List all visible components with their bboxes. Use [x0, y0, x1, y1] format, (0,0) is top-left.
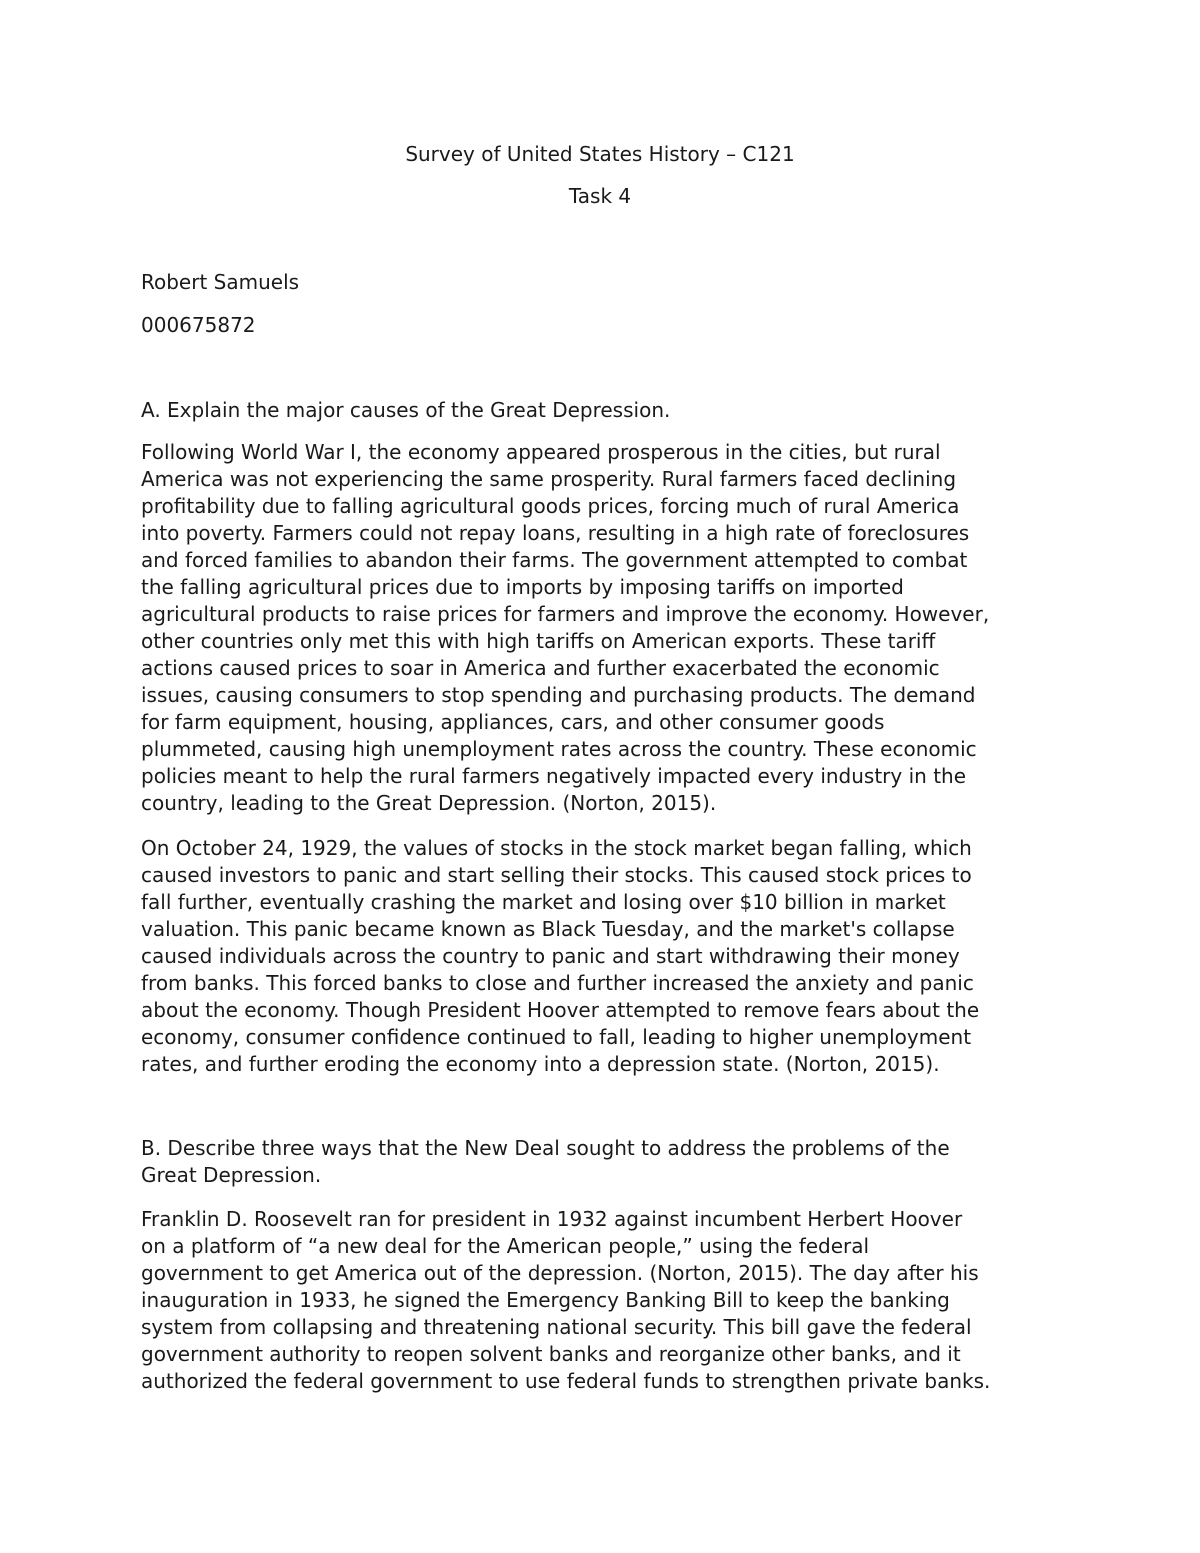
- student-id: 000675872: [141, 313, 256, 337]
- text-line: about the economy. Though President Hoover attempted to remove fears about the: [141, 998, 980, 1022]
- text-line: valuation. This panic became known as Black Tuesday, and the market's collapse: [141, 917, 955, 941]
- text-line: system from collapsing and threatening national security. This bill gave the federal: [141, 1315, 972, 1339]
- text-line: On October 24, 1929, the values of stocks in the stock market began falling, which: [141, 836, 972, 860]
- text-line: for farm equipment, housing, appliances, cars, and other consumer goods: [141, 710, 885, 734]
- text-line: policies meant to help the rural farmers negatively impacted every industry in the: [141, 764, 967, 788]
- text-line: issues, causing consumers to stop spending and purchasing products. The demand: [141, 683, 976, 707]
- text-line: the falling agricultural prices due to imports by imposing tariffs on imported: [141, 575, 904, 599]
- course-title: Survey of United States History – C121: [405, 142, 795, 166]
- section-a-paragraph-2: [141, 835, 1066, 1078]
- text-line: economy, consumer confidence continued to fall, leading to higher unemployment: [141, 1025, 972, 1049]
- text-line: and forced families to abandon their farms. The government attempted to combat: [141, 548, 968, 572]
- text-line: fall further, eventually crashing the market and losing over $10 billion in market: [141, 890, 946, 914]
- text-line: country, leading to the Great Depression. (Norton, 2015).: [141, 791, 717, 815]
- text-line: caused investors to panic and start selling their stocks. This caused stock prices to: [141, 863, 972, 887]
- text-line: America was not experiencing the same prosperity. Rural farmers faced declining: [141, 467, 957, 491]
- section-a-prompt: A. Explain the major causes of the Great Depression.: [141, 398, 671, 422]
- text-line: caused individuals across the country to panic and start withdrawing their money: [141, 944, 960, 968]
- text-line: profitability due to falling agricultural goods prices, forcing much of rural America: [141, 494, 960, 518]
- text-line: into poverty. Farmers could not repay loans, resulting in a high rate of foreclosures: [141, 521, 970, 545]
- text-line: plummeted, causing high unemployment rates across the country. These economic: [141, 737, 977, 761]
- text-line: agricultural products to raise prices for farmers and improve the economy. However,: [141, 602, 990, 626]
- text-line: inauguration in 1933, he signed the Emergency Banking Bill to keep the banking: [141, 1288, 950, 1312]
- text-line: other countries only met this with high tariffs on American exports. These tariff: [141, 629, 936, 653]
- author-name: Robert Samuels: [141, 270, 300, 294]
- text-line: actions caused prices to soar in America and further exacerbated the economic: [141, 656, 940, 680]
- text-line: government to get America out of the depression. (Norton, 2015). The day after his: [141, 1261, 979, 1285]
- text-line: rates, and further eroding the economy into a depression state. (Norton, 2015).: [141, 1052, 940, 1076]
- text-line: Franklin D. Roosevelt ran for president in 1932 against incumbent Herbert Hoover: [141, 1207, 963, 1231]
- text-line: Following World War I, the economy appeared prosperous in the cities, but rural: [141, 440, 941, 464]
- text-line: Great Depression.: [141, 1163, 322, 1187]
- text-line: authorized the federal government to use federal funds to strengthen private banks.: [141, 1369, 991, 1393]
- section-a-paragraph-1: [141, 439, 1066, 817]
- text-line: B. Describe three ways that the New Deal sought to address the problems of the: [141, 1136, 950, 1160]
- task-label: Task 4: [568, 184, 632, 208]
- text-line: on a platform of “a new deal for the American people,” using the federal: [141, 1234, 870, 1258]
- text-line: government authority to reopen solvent banks and reorganize other banks, and it: [141, 1342, 961, 1366]
- section-b-paragraph-1: [141, 1206, 1066, 1395]
- section-b-prompt: [141, 1135, 1066, 1189]
- text-line: from banks. This forced banks to close and further increased the anxiety and panic: [141, 971, 974, 995]
